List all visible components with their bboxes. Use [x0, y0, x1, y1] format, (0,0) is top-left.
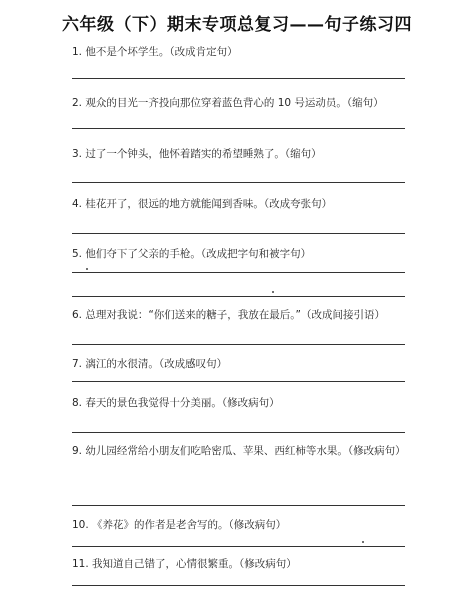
- question-3: 3. 过了一个钟头，他怀着踏实的希望睡熟了。（缩句）: [72, 148, 322, 160]
- question-10: 10. 《养花》的作者是老舍写的。（修改病句）: [72, 519, 287, 531]
- answer-line-5a: [72, 272, 405, 273]
- question-2: 2. 观众的目光一齐投向那位穿着蓝色背心的 10 号运动员。（缩句）: [72, 97, 384, 109]
- answer-line-5b: [72, 296, 405, 297]
- question-7: 7. 漓江的水很清。（改成感叹句）: [72, 358, 228, 370]
- question-1: 1. 他不是个坏学生。（改成肯定句）: [72, 46, 238, 58]
- answer-line-10: [72, 546, 405, 547]
- answer-line-2: [72, 128, 405, 129]
- answer-line-4: [72, 233, 405, 234]
- print-speck: [86, 268, 88, 270]
- question-8: 8. 春天的景色我觉得十分美丽。（修改病句）: [72, 397, 280, 409]
- answer-line-3: [72, 182, 405, 183]
- print-speck: [272, 291, 274, 293]
- worksheet-title: 六年级（下）期末专项总复习——句子练习四: [62, 15, 412, 35]
- question-4: 4. 桂花开了，很远的地方就能闻到香味。（改成夸张句）: [72, 198, 333, 210]
- question-9: 9. 幼儿园经常给小朋友们吃哈密瓜、苹果、西红柿等水果。（修改病句）: [72, 445, 406, 457]
- answer-line-11: [72, 585, 405, 586]
- print-speck: [362, 541, 364, 543]
- question-6: 6. 总理对我说：“你们送来的糖子，我放在最后。”（改成间接引语）: [72, 309, 385, 321]
- answer-line-1: [72, 78, 405, 79]
- answer-line-9: [72, 505, 405, 506]
- answer-line-8: [72, 432, 405, 433]
- question-5: 5. 他们夺下了父亲的手枪。（改成把字句和被字句）: [72, 248, 312, 260]
- question-11: 11. 我知道自己错了，心情很繁重。（修改病句）: [72, 558, 297, 570]
- answer-line-6: [72, 344, 405, 345]
- answer-line-7: [72, 381, 405, 382]
